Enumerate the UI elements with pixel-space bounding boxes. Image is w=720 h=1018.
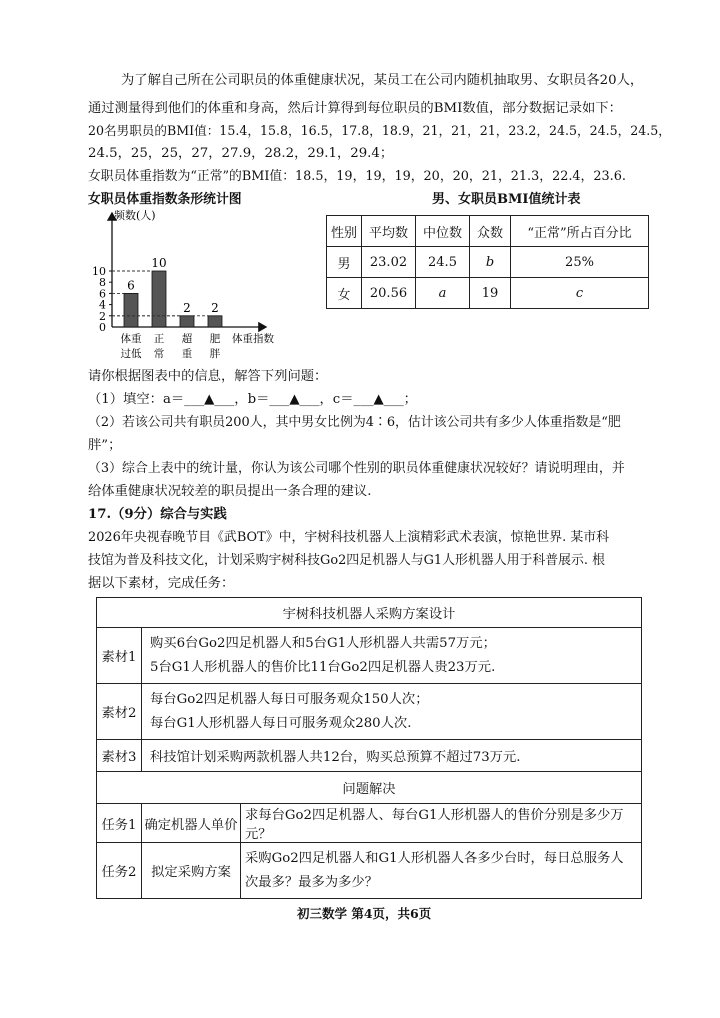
bar: [124, 293, 138, 327]
problem-solving-header: 问题解决: [97, 772, 642, 804]
material-1-content: [142, 628, 642, 684]
question-2-line-2: 胖”；: [88, 438, 122, 453]
bar-chart: [88, 205, 288, 363]
task-2-name: 拟定采购方案: [142, 843, 241, 899]
stat-table-row-male: [327, 247, 649, 278]
task-1-line-1: 求每台Go2四足机器人、每台G1人形机器人的售价分别是多少万元？: [241, 804, 642, 843]
material-1-line-2: 5台G1人形机器人的售价比11台Go2四足机器人贵23万元.: [150, 659, 496, 675]
cell: a: [416, 278, 470, 309]
intro-line-3: 20名男职员的BMI值：15.4，15.8，16.5，17.8，18.9，21，21，21，23.2，24.5，24.5，24.5，: [88, 123, 671, 138]
procurement-plan-table: [96, 597, 642, 899]
intro-line-2: 通过测量得到他们的体重和身高，然后计算得到每位职员的BMI数值，部分数据记录如下：: [88, 101, 622, 116]
question-3-line-1: （3）综合上表中的统计量，你认为该公司哪个性别的职员体重健康状况较好？请说明理由，并: [88, 461, 625, 476]
task-2-content: [241, 843, 642, 899]
category-label: 常: [153, 348, 165, 360]
x-axis-label: 体重指数: [232, 333, 274, 345]
task-2-label: 任务2: [97, 843, 142, 899]
stat-table: [326, 215, 649, 309]
bar: [208, 316, 222, 327]
task-1-label: 任务1: [97, 804, 142, 843]
bar-value-label: 6: [127, 278, 135, 293]
material-1-label: 素材1: [97, 628, 142, 684]
cell: 25%: [511, 247, 649, 278]
bar-value-label: 2: [211, 300, 219, 315]
cell: 男: [327, 247, 362, 278]
bar: [180, 316, 194, 327]
material-3-label: 素材3: [97, 740, 142, 772]
stat-table-row-female: [327, 278, 649, 309]
category-label: 体重: [120, 333, 142, 345]
problem-17-heading: 17.（9分）综合与实践: [88, 507, 227, 522]
intro-line-1: 为了解自己所在公司职员的体重健康状况，某员工在公司内随机抽取男、女职员各20人，: [121, 73, 644, 88]
cell: c: [511, 278, 649, 309]
questions-prompt: 请你根据图表中的信息，解答下列问题：: [88, 369, 328, 384]
problem-17-para-2: 技馆为普及科技文化，计划采购宇树科技Go2四足机器人与G1人形机器人用于科普展示. 根: [88, 553, 606, 568]
category-label: 过低: [120, 348, 142, 360]
y-tick-label: 8: [99, 276, 106, 290]
task-2-line-1: 采购Go2四足机器人和G1人形机器人各多少台时，每日总服务人: [245, 850, 624, 866]
cell: 20.56: [362, 278, 416, 309]
header-median: 中位数: [416, 216, 470, 247]
bar-value-label: 2: [183, 300, 191, 315]
question-1: （1）填空：a＝___▲___，b＝___▲___，c＝___▲___；: [88, 392, 417, 407]
category-label: 正: [153, 333, 165, 345]
category-label: 肥: [209, 333, 221, 345]
problem-17-para-3: 据以下素材，完成任务：: [88, 576, 235, 591]
task-2-line-2: 次最多？最多为多少？: [245, 874, 378, 890]
material-2-line-1: 每台Go2四足机器人每日可服务观众150人次；: [150, 691, 429, 707]
y-tick-label: 4: [99, 298, 106, 312]
material-2-content: [142, 684, 642, 740]
header-mode: 众数: [470, 216, 511, 247]
stat-table-header: [327, 216, 649, 247]
category-label: 胖: [209, 348, 221, 360]
material-3-line-1: 科技馆计划采购两款机器人共12台，购买总预算不超过73万元.: [142, 740, 642, 772]
problem-17-para-1: 2026年央视春晚节目《武BOT》中，宇树科技机器人上演精彩武术表演，惊艳世界. 某市科: [88, 530, 610, 545]
bar: [152, 271, 166, 327]
header-mean: 平均数: [362, 216, 416, 247]
intro-line-4: 24.5，25，25，27，27.9，28.2，29.1，29.4；: [88, 146, 394, 161]
cell: 24.5: [416, 247, 470, 278]
material-2-line-2: 每台G1人形机器人每日可服务观众280人次.: [150, 715, 412, 731]
bar-value-label: 10: [151, 256, 167, 270]
task-1-name: 确定机器人单价: [142, 804, 241, 843]
cell: 23.02: [362, 247, 416, 278]
y-tick-label: 2: [99, 309, 106, 323]
header-gender: 性别: [327, 216, 362, 247]
chart-title: 女职员体重指数条形统计图: [88, 192, 242, 207]
y-tick-label: 6: [99, 287, 106, 301]
category-label: 重: [181, 348, 193, 360]
header-normal-percent: “正常”所占百分比: [511, 216, 649, 247]
stat-table-title: 男、女职员BMI值统计表: [432, 192, 581, 207]
y-tick-label: 0: [99, 321, 106, 334]
category-label: 超: [181, 333, 193, 345]
cell: 女: [327, 278, 362, 309]
page-footer: 初三数学 第4页，共6页: [297, 906, 432, 921]
intro-line-5: 女职员体重指数为“正常”的BMI值：18.5，19，19，19，20，20，21，21.3，22.4，23.6.: [88, 169, 626, 184]
question-2-line-1: （2）若该公司共有职员200人，其中男女比例为4∶6，估计该公司共有多少人体重指数是“肥: [88, 415, 621, 430]
cell: 19: [470, 278, 511, 309]
cell: b: [470, 247, 511, 278]
y-axis-label: 频数(人): [114, 209, 156, 222]
material-2-label: 素材2: [97, 684, 142, 740]
material-1-line-1: 购买6台Go2四足机器人和5台G1人形机器人共需57万元；: [150, 635, 496, 651]
plan-table-title: 宇树科技机器人采购方案设计: [97, 598, 642, 628]
y-tick-label: 10: [92, 265, 106, 278]
question-3-line-2: 给体重健康状况较差的职员提出一条合理的建议.: [88, 484, 372, 499]
